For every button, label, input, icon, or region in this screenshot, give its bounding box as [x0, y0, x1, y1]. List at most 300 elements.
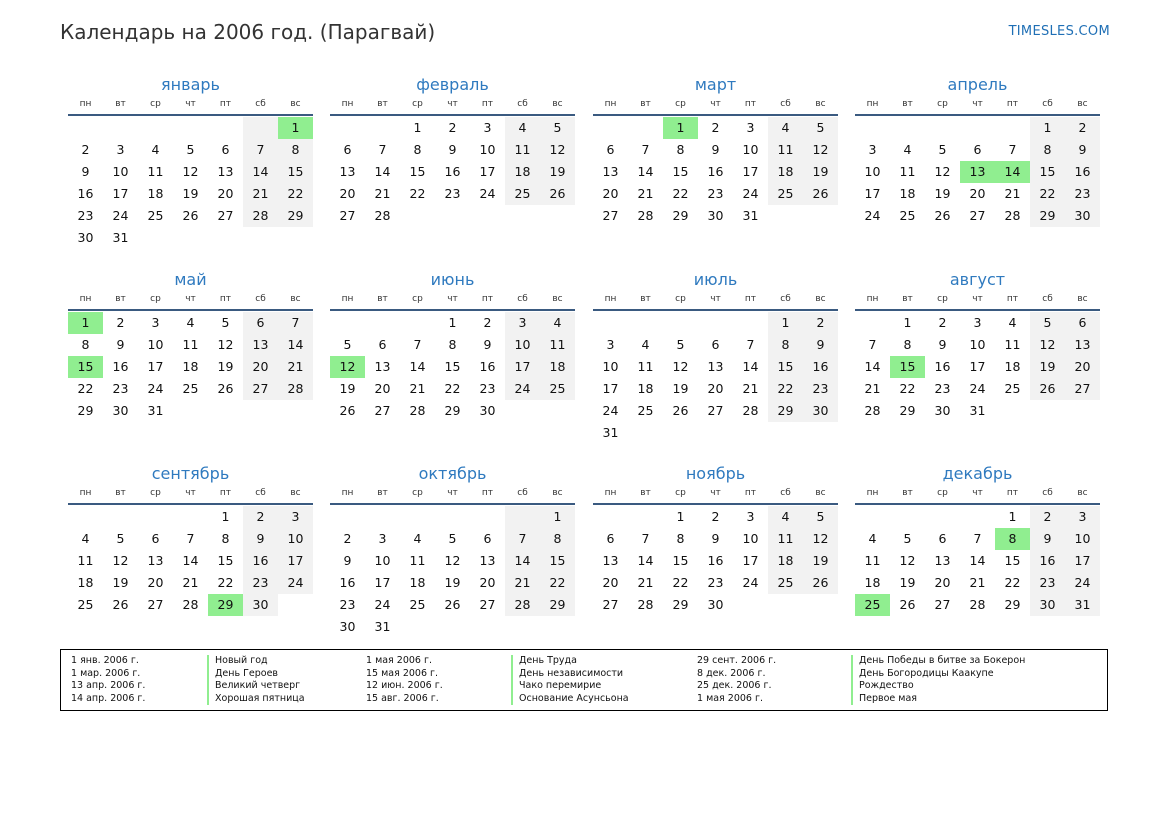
day-cell: 22 — [540, 572, 575, 594]
week-row — [855, 572, 1100, 594]
day-cell: 19 — [182, 186, 199, 201]
legend-dates-col-2 — [366, 655, 443, 705]
day-cell: 23 — [339, 597, 356, 612]
week-row — [593, 356, 838, 378]
day-cell: 6 — [606, 142, 615, 157]
divider — [593, 309, 838, 311]
day-cell: 18 — [768, 161, 803, 183]
day-cell: 13 — [217, 164, 234, 179]
weekday-label: вс — [552, 99, 563, 109]
month-name: сентябрь — [151, 464, 230, 483]
day-cell: 7 — [746, 337, 755, 352]
day-cell: 13 — [243, 334, 278, 356]
weekday-label: чт — [972, 488, 983, 498]
day-cell: 21 — [278, 356, 313, 378]
divider — [68, 114, 313, 116]
weekday-label: ср — [937, 99, 948, 109]
day-cell: 25 — [182, 381, 199, 396]
day-cell: 14 — [969, 553, 986, 568]
day-cell: 2 — [1030, 506, 1065, 528]
day-cell: 18 — [182, 359, 199, 374]
day-cell: 16 — [707, 553, 724, 568]
weekday-header — [593, 487, 838, 500]
empty-cell — [663, 422, 698, 444]
weekday-label: пн — [341, 294, 354, 304]
day-cell: 15 — [672, 164, 689, 179]
day-cell: 29 — [444, 403, 461, 418]
day-cell: 10 — [742, 142, 759, 157]
divider — [855, 114, 1100, 116]
weekday-label: пт — [481, 488, 494, 498]
month-name: июнь — [430, 270, 475, 289]
weekday-header — [855, 293, 1100, 306]
weekday-label: сб — [517, 294, 528, 304]
day-cell: 9 — [711, 142, 720, 157]
week-row — [593, 205, 838, 227]
day-cell: 28 — [278, 378, 313, 400]
legend-holiday-name: Рождество — [851, 680, 1025, 693]
site-link[interactable]: TIMESLES.COM — [1008, 24, 1110, 39]
day-cell: 24 — [742, 575, 759, 590]
day-cell: 20 — [374, 381, 391, 396]
week-row — [330, 378, 575, 400]
day-cell: 20 — [217, 186, 234, 201]
day-cell: 9 — [1030, 528, 1065, 550]
week-row — [68, 400, 313, 422]
empty-cell — [995, 117, 1030, 139]
day-cell: 10 — [1065, 528, 1100, 550]
empty-cell — [803, 422, 838, 444]
day-cell: 1 — [1008, 509, 1017, 524]
month-block — [68, 463, 313, 616]
day-cell: 11 — [505, 139, 540, 161]
empty-cell — [733, 312, 768, 334]
day-cell: 6 — [483, 531, 492, 546]
weekday-header — [855, 98, 1100, 111]
day-cell: 24 — [864, 208, 881, 223]
week-row — [68, 378, 313, 400]
day-cell: 13 — [1065, 334, 1100, 356]
day-cell: 30 — [339, 619, 356, 634]
day-cell: 2 — [81, 142, 90, 157]
day-cell: 30 — [243, 594, 278, 616]
day-cell: 16 — [1030, 550, 1065, 572]
day-cell: 17 — [479, 164, 496, 179]
day-cell: 15 — [768, 356, 803, 378]
day-cell: 7 — [243, 139, 278, 161]
day-cell: 19 — [899, 575, 916, 590]
day-cell: 12 — [444, 553, 461, 568]
legend-holiday-name: День независимости — [511, 668, 629, 681]
day-cell: 26 — [803, 183, 838, 205]
legend-holiday-name: Великий четверг — [207, 680, 305, 693]
day-cell: 1 — [768, 312, 803, 334]
month-name: август — [949, 270, 1006, 289]
day-cell: 5 — [803, 506, 838, 528]
day-cell: 21 — [182, 575, 199, 590]
day-cell: 2 — [938, 315, 947, 330]
weekday-label: сб — [780, 99, 791, 109]
day-cell: 8 — [221, 531, 230, 546]
legend-date: 1 янв. 2006 г. — [71, 655, 139, 666]
week-row — [593, 528, 838, 550]
week-row — [855, 400, 1100, 422]
week-row — [593, 572, 838, 594]
day-cell: 20 — [969, 186, 986, 201]
day-cell: 4 — [903, 142, 912, 157]
day-cell: 20 — [243, 356, 278, 378]
day-cell: 29 — [672, 597, 689, 612]
empty-cell — [208, 117, 243, 139]
day-cell: 17 — [112, 186, 129, 201]
week-row — [593, 378, 838, 400]
day-cell: 16 — [77, 186, 94, 201]
legend-holiday-name: Первое мая — [851, 693, 1025, 706]
day-cell: 26 — [540, 183, 575, 205]
empty-cell — [540, 616, 575, 638]
day-cell: 12 — [803, 139, 838, 161]
weekday-label: пн — [341, 488, 354, 498]
day-cell: 23 — [803, 378, 838, 400]
week-row — [855, 594, 1100, 616]
day-cell: 5 — [676, 337, 685, 352]
day-cell: 23 — [707, 575, 724, 590]
day-cell: 26 — [1030, 378, 1065, 400]
weekday-label: сб — [517, 99, 528, 109]
holiday-day-cell: 1 — [278, 117, 313, 139]
day-cell: 20 — [147, 575, 164, 590]
empty-cell — [208, 227, 243, 249]
empty-cell — [1030, 400, 1065, 422]
weekday-label: вс — [815, 294, 826, 304]
day-cell: 4 — [413, 531, 422, 546]
holiday-day-cell: 13 — [960, 161, 995, 183]
empty-cell — [400, 205, 435, 227]
weekday-label: сб — [1042, 99, 1053, 109]
week-row — [855, 528, 1100, 550]
week-row — [593, 334, 838, 356]
day-cell: 3 — [116, 142, 125, 157]
day-cell: 28 — [243, 205, 278, 227]
divider — [593, 503, 838, 505]
empty-cell — [138, 227, 173, 249]
weekday-label: сб — [1042, 294, 1053, 304]
day-cell: 15 — [217, 553, 234, 568]
day-cell: 15 — [278, 161, 313, 183]
week-row — [68, 117, 313, 139]
weekday-label: вт — [115, 488, 126, 498]
weekday-label: вт — [377, 99, 388, 109]
day-cell: 29 — [540, 594, 575, 616]
day-cell: 21 — [864, 381, 881, 396]
day-cell: 16 — [479, 359, 496, 374]
empty-cell — [365, 312, 400, 334]
day-cell: 12 — [182, 164, 199, 179]
week-row — [855, 139, 1100, 161]
day-cell: 8 — [81, 337, 90, 352]
day-cell: 27 — [339, 208, 356, 223]
week-row — [855, 378, 1100, 400]
weekday-label: вт — [377, 488, 388, 498]
day-cell: 6 — [343, 142, 352, 157]
day-cell: 5 — [343, 337, 352, 352]
day-cell: 27 — [374, 403, 391, 418]
week-row — [593, 506, 838, 528]
day-cell: 11 — [540, 334, 575, 356]
weekday-label: ср — [937, 488, 948, 498]
weekday-label: ср — [150, 488, 161, 498]
day-cell: 31 — [147, 403, 164, 418]
day-cell: 10 — [505, 334, 540, 356]
day-cell: 6 — [938, 531, 947, 546]
empty-cell — [890, 506, 925, 528]
day-cell: 2 — [483, 315, 492, 330]
weekday-label: вс — [290, 294, 301, 304]
day-cell: 25 — [147, 208, 164, 223]
day-cell: 7 — [868, 337, 877, 352]
day-cell: 24 — [969, 381, 986, 396]
legend-names-col-2 — [511, 655, 629, 705]
weekday-header — [330, 487, 575, 500]
day-cell: 30 — [1065, 205, 1100, 227]
empty-cell — [663, 312, 698, 334]
week-row — [855, 506, 1100, 528]
day-cell: 10 — [374, 553, 391, 568]
weekday-label: ср — [150, 294, 161, 304]
week-row — [330, 550, 575, 572]
empty-cell — [505, 205, 540, 227]
day-cell: 26 — [339, 403, 356, 418]
day-cell: 5 — [448, 531, 457, 546]
day-cell: 20 — [602, 186, 619, 201]
empty-cell — [925, 117, 960, 139]
day-cell: 19 — [803, 550, 838, 572]
day-cell: 8 — [1030, 139, 1065, 161]
day-cell: 9 — [243, 528, 278, 550]
empty-cell — [593, 506, 628, 528]
day-cell: 8 — [278, 139, 313, 161]
day-cell: 17 — [602, 381, 619, 396]
legend-holiday-name: День Труда — [511, 655, 629, 668]
day-cell: 7 — [278, 312, 313, 334]
week-row — [593, 161, 838, 183]
weekday-header — [68, 293, 313, 306]
day-cell: 27 — [602, 208, 619, 223]
day-cell: 22 — [409, 186, 426, 201]
empty-cell — [960, 506, 995, 528]
weekday-label: пт — [219, 294, 232, 304]
legend-date: 13 апр. 2006 г. — [71, 680, 146, 692]
month-block — [330, 269, 575, 422]
day-cell: 26 — [803, 572, 838, 594]
weekday-label: пт — [744, 488, 757, 498]
holiday-day-cell: 12 — [330, 356, 365, 378]
day-cell: 26 — [112, 597, 129, 612]
weekday-label: ср — [675, 294, 686, 304]
day-cell: 10 — [112, 164, 129, 179]
weekday-label: вт — [902, 99, 913, 109]
holiday-day-cell: 15 — [68, 356, 103, 378]
weekday-label: сб — [780, 488, 791, 498]
week-row — [68, 550, 313, 572]
day-cell: 21 — [505, 572, 540, 594]
day-cell: 12 — [934, 164, 951, 179]
day-cell: 2 — [243, 506, 278, 528]
weekday-label: чт — [972, 294, 983, 304]
empty-cell — [925, 506, 960, 528]
day-cell: 23 — [77, 208, 94, 223]
divider — [855, 309, 1100, 311]
week-row — [330, 117, 575, 139]
day-cell: 12 — [803, 528, 838, 550]
empty-cell — [365, 506, 400, 528]
day-cell: 11 — [899, 164, 916, 179]
legend-holiday-name: День Богородицы Каакупе — [851, 668, 1025, 681]
day-cell: 26 — [934, 208, 951, 223]
day-cell: 4 — [768, 117, 803, 139]
day-cell: 7 — [973, 531, 982, 546]
day-cell: 15 — [1004, 553, 1021, 568]
week-row — [855, 356, 1100, 378]
day-cell: 9 — [448, 142, 457, 157]
day-cell: 16 — [444, 164, 461, 179]
day-cell: 26 — [217, 381, 234, 396]
day-cell: 29 — [672, 208, 689, 223]
day-cell: 9 — [81, 164, 90, 179]
day-cell: 28 — [409, 403, 426, 418]
day-cell: 21 — [1004, 186, 1021, 201]
day-cell: 24 — [1065, 572, 1100, 594]
day-cell: 10 — [479, 142, 496, 157]
day-cell: 4 — [868, 531, 877, 546]
weekday-label: ср — [937, 294, 948, 304]
day-cell: 14 — [182, 553, 199, 568]
day-cell: 26 — [182, 208, 199, 223]
day-cell: 25 — [768, 572, 803, 594]
day-cell: 5 — [116, 531, 125, 546]
empty-cell — [505, 400, 540, 422]
empty-cell — [173, 506, 208, 528]
empty-cell — [768, 205, 803, 227]
day-cell: 8 — [676, 142, 685, 157]
day-cell: 1 — [540, 506, 575, 528]
day-cell: 13 — [707, 359, 724, 374]
day-cell: 13 — [602, 553, 619, 568]
day-cell: 29 — [1030, 205, 1065, 227]
weekday-label: пн — [604, 294, 617, 304]
empty-cell — [505, 506, 540, 528]
day-cell: 10 — [969, 337, 986, 352]
weekday-label: чт — [185, 294, 196, 304]
day-cell: 14 — [864, 359, 881, 374]
day-cell: 8 — [448, 337, 457, 352]
day-cell: 19 — [112, 575, 129, 590]
week-row — [330, 139, 575, 161]
day-cell: 11 — [147, 164, 164, 179]
day-cell: 14 — [278, 334, 313, 356]
day-cell: 24 — [479, 186, 496, 201]
day-cell: 1 — [448, 315, 457, 330]
day-cell: 2 — [448, 120, 457, 135]
day-cell: 6 — [151, 531, 160, 546]
day-cell: 18 — [899, 186, 916, 201]
weekday-label: сб — [517, 488, 528, 498]
weekday-label: пт — [481, 99, 494, 109]
day-cell: 27 — [1065, 378, 1100, 400]
day-cell: 25 — [505, 183, 540, 205]
day-cell: 9 — [803, 334, 838, 356]
day-cell: 25 — [409, 597, 426, 612]
day-cell: 13 — [374, 359, 391, 374]
day-cell: 18 — [147, 186, 164, 201]
weekday-label: ср — [412, 99, 423, 109]
day-cell: 13 — [479, 553, 496, 568]
empty-cell — [540, 400, 575, 422]
day-cell: 23 — [934, 381, 951, 396]
weekday-label: пт — [1006, 488, 1019, 498]
legend-dates-col-1 — [71, 655, 145, 705]
day-cell: 24 — [602, 403, 619, 418]
day-cell: 20 — [602, 575, 619, 590]
day-cell: 17 — [1065, 550, 1100, 572]
day-cell: 6 — [606, 531, 615, 546]
day-cell: 5 — [903, 531, 912, 546]
day-cell: 21 — [409, 381, 426, 396]
weekday-label: вс — [815, 99, 826, 109]
day-cell: 16 — [112, 359, 129, 374]
weekday-label: пн — [79, 488, 92, 498]
day-cell: 9 — [711, 531, 720, 546]
day-cell: 24 — [147, 381, 164, 396]
week-row — [593, 117, 838, 139]
divider — [330, 114, 575, 116]
week-row — [68, 506, 313, 528]
day-cell: 2 — [116, 315, 125, 330]
day-cell: 11 — [409, 553, 426, 568]
day-cell: 1 — [676, 509, 685, 524]
empty-cell — [138, 117, 173, 139]
day-cell: 30 — [707, 208, 724, 223]
weekday-label: вт — [377, 294, 388, 304]
week-row — [330, 161, 575, 183]
weekday-label: сб — [255, 99, 266, 109]
day-cell: 15 — [444, 359, 461, 374]
empty-cell — [768, 422, 803, 444]
day-cell: 22 — [217, 575, 234, 590]
day-cell: 8 — [768, 334, 803, 356]
week-row — [330, 334, 575, 356]
empty-cell — [330, 312, 365, 334]
day-cell: 16 — [707, 164, 724, 179]
weekday-label: вс — [1077, 294, 1088, 304]
empty-cell — [733, 594, 768, 616]
day-cell: 9 — [343, 553, 352, 568]
day-cell: 5 — [186, 142, 195, 157]
month-block — [330, 463, 575, 638]
weekday-label: вс — [815, 488, 826, 498]
day-cell: 16 — [1065, 161, 1100, 183]
day-cell: 23 — [479, 381, 496, 396]
day-cell: 22 — [1004, 575, 1021, 590]
empty-cell — [698, 422, 733, 444]
legend-dates-col-3 — [697, 655, 776, 705]
legend-date: 29 сент. 2006 г. — [697, 655, 777, 666]
day-cell: 27 — [934, 597, 951, 612]
day-cell: 20 — [479, 575, 496, 590]
day-cell: 22 — [899, 381, 916, 396]
day-cell: 31 — [374, 619, 391, 634]
day-cell: 6 — [378, 337, 387, 352]
